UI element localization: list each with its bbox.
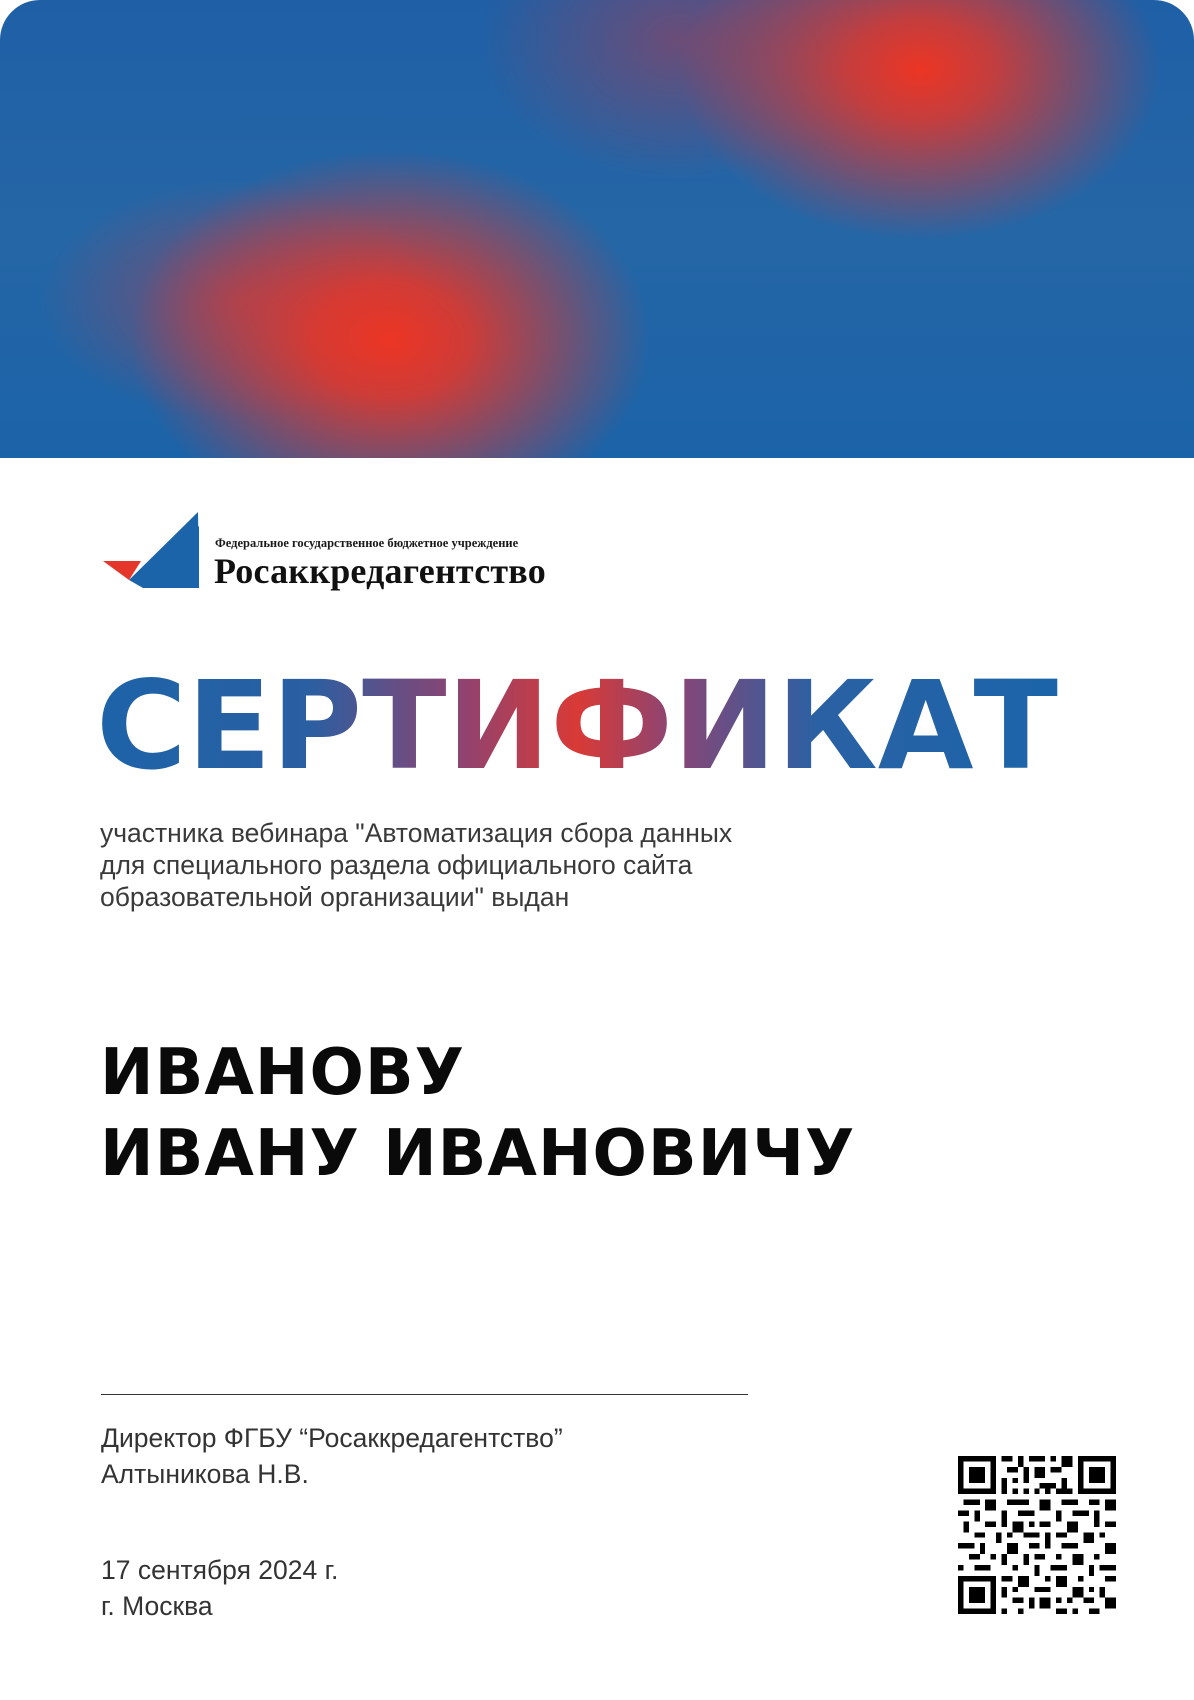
organization-logo bbox=[103, 512, 703, 592]
recipient-line: ИВАНУ ИВАНОВИЧУ bbox=[100, 1117, 856, 1191]
signer-name: Алтыникова Н.В. bbox=[101, 1459, 309, 1489]
organization-name: Росаккредагентство bbox=[214, 551, 546, 591]
organization-subtitle: Федеральное государственное бюджетное учреждение bbox=[215, 536, 519, 550]
signer-position: Директор ФГБУ “Росаккредагентство” bbox=[101, 1423, 563, 1453]
description-line: для специального раздела официального сайта bbox=[100, 850, 693, 880]
issue-date: 17 сентября 2024 г. bbox=[101, 1555, 339, 1585]
issue-block bbox=[101, 1552, 338, 1624]
certificate-title bbox=[96, 648, 1096, 788]
description-line: образовательной организации" выдан bbox=[100, 882, 570, 912]
signer-block bbox=[101, 1420, 563, 1492]
gradient-banner bbox=[0, 0, 1194, 458]
signature-line bbox=[101, 1394, 748, 1395]
recipient-name bbox=[100, 1033, 855, 1195]
recipient-line: ИВАНОВУ bbox=[100, 1036, 465, 1110]
description-line: участника вебинара "Автоматизация сбора данных bbox=[100, 818, 733, 848]
issue-city: г. Москва bbox=[101, 1591, 213, 1621]
certificate-title-text: СЕРТИФИКАТ bbox=[96, 655, 1058, 788]
qr-code-icon[interactable] bbox=[958, 1456, 1116, 1614]
checkmark-logo-icon bbox=[103, 512, 213, 592]
certificate-description bbox=[100, 817, 920, 913]
